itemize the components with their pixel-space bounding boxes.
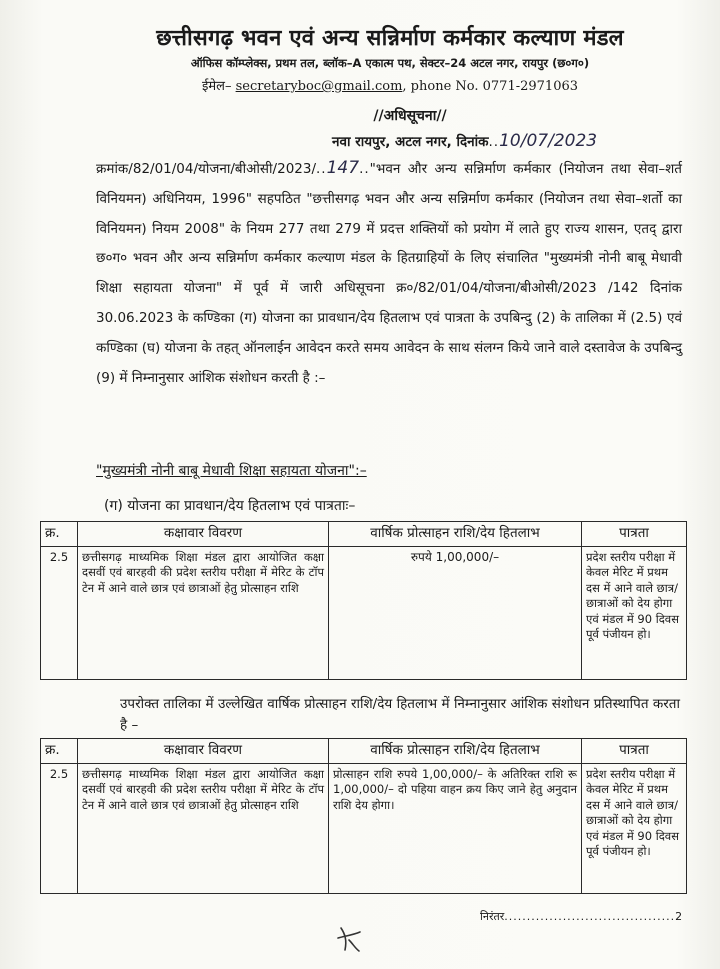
order-paragraph: क्रमांक/82/01/04/योजना/बीओसी/2023/..147.."भवन और अन्य सन्निर्माण कर्मकार (नियोजन तथा सेवा–शर्त विनियमन) अधिनियम, 1996" सहपठित "छत्तीसगढ़ भवन और अन्य सन्निर्माण कर्मकार (नियोजन तथा सेवा–शर्तो का विनियमन) नियम 2008" के नियम 277 तथा 279 में प्रदत्त शक्तियों को प्रयोग में लाते हुए राज्य शासन, एतद् द्वारा छ०ग० भवन और अन्य सन्निर्माण कर्मकार कल्याण मंडल के हितग्राहियों के लिए संचालित "मुख्यमंत्री नोनी बाबू मेधावी शिक्षा सहायता योजना" में पूर्व में जारी अधिसूचना क्र०/82/01/04/योजना/बीओसी/2023 /142 दिनांक 30.06.2023 के कण्डिका (ग) योजना का प्रावधान/देय हितलाभ एवं पात्रता के उपबिन्दु (2) के तालिका में (2.5) एवं कण्डिका (घ) योजना के तहत् ऑनलाईन आवेदन करते समय आवेदन के साथ संलग्न किये जाने वाले दस्तावेज के उपबिन्दु (9) में निम्नानुसार आंशिक संशोधन करती है :– — [96, 158, 682, 386]
table-header-row — [41, 739, 687, 764]
order-text: "भवन और अन्य सन्निर्माण कर्मकार (नियोजन तथा सेवा–शर्त विनियमन) अधिनियम, 1996" सहपठित "छत्तीसगढ़ भवन और अन्य सन्निर्माण कर्मकार (नियोजन तथा सेवा–शर्तो का विनियमन) नियम 2008" के नियम 277 तथा 279 में प्रदत्त शक्तियों को प्रयोग में लाते हुए राज्य शासन, एतद् द्वारा छ०ग० भवन और अन्य सन्निर्माण कर्मकार कल्याण मंडल के हितग्राहियों के लिए संचालित "मुख्यमंत्री नोनी बाबू मेधावी शिक्षा सहायता योजना" में पूर्व में जारी अधिसूचना क्र०/82/01/04/योजना/बीओसी/2023 /142 दिनांक 30.06.2023 के कण्डिका (ग) योजना का प्रावधान/देय हितलाभ एवं पात्रता के उपबिन्दु (2) के तालिका में (2.5) एवं कण्डिका (घ) योजना के तहत् ऑनलाईन आवेदन करते समय आवेदन के साथ संलग्न किये जाने वाले दस्तावेज के उपबिन्दु (9) में निम्नानुसार आंशिक संशोधन करती है :– — [96, 161, 682, 386]
header-desc: कक्षावार विवरण — [78, 522, 329, 547]
continued-label: निरंतर — [480, 910, 505, 923]
place-date-line: नवा रायपुर, अटल नगर, दिनांक..10/07/2023 — [332, 131, 598, 151]
original-table — [40, 521, 687, 680]
phone-number: , phone No. 0771-2971063 — [402, 79, 579, 94]
email-address: secretaryboc@gmail.com — [235, 79, 403, 94]
table-row — [41, 546, 687, 679]
office-address: ऑफिस कॉम्प्लेक्स, प्रथम तल, ब्लॉक–A एकात्म पथ, सेक्टर–24 अटल नगर, रायपुर (छ०ग०) — [190, 56, 590, 70]
handwritten-order-number: 147 — [326, 158, 360, 178]
row-no: 2.5 — [41, 763, 78, 893]
row-desc: छत्तीसगढ़ माध्यमिक शिक्षा मंडल द्वारा आयोजित कक्षा दसवीं एवं बारहवी की प्रदेश स्तरीय परीक्षा में मेरिट के टॉप टेन में आने वाले छात्र एवं छात्राओं हेतु प्रोत्साहन राशि — [78, 546, 329, 679]
row-amount: प्रोत्साहन राशि रुपये 1,00,000/– के अतिरिक्त राशि रू 1,00,000/– दो पहिया वाहन क्रय किए जाने हेतु अनुदान राशि देय होगा। — [329, 763, 582, 893]
row-amount: रुपये 1,00,000/– — [329, 546, 582, 679]
continued-marker: निरंतर......................................2 — [480, 910, 683, 923]
email-prefix: ईमेल– — [201, 79, 236, 94]
header-eligibility: पात्रता — [582, 522, 687, 547]
row-desc: छत्तीसगढ़ माध्यमिक शिक्षा मंडल द्वारा आयोजित कक्षा दसवीं एवं बारहवी की प्रदेश स्तरीय परीक्षा में मेरिट के टॉप टेन में आने वाले छात्र एवं छात्राओं हेतु प्रोत्साहन राशि — [78, 763, 329, 893]
table-row — [41, 763, 687, 893]
header-desc: कक्षावार विवरण — [78, 739, 329, 764]
table-header-row — [41, 522, 687, 547]
row-eligibility: प्रदेश स्तरीय परीक्षा में केवल मेरिट में प्रथम दस में आने वाले छात्र/छात्राओं को देय होगा एवं मंडल में 90 दिवस पूर्व पंजीयन हो। — [582, 763, 687, 893]
contact-line — [80, 76, 700, 94]
row-no: 2.5 — [41, 546, 78, 679]
header-amount: वार्षिक प्रोत्साहन राशि/देय हितलाभ — [329, 739, 582, 764]
amended-table — [40, 738, 687, 894]
initials-signature-icon — [335, 924, 363, 954]
board-title: छत्तीसगढ़ भवन एवं अन्य सन्निर्माण कर्मकार कल्याण मंडल — [156, 25, 624, 51]
notification-heading: //अधिसूचना// — [373, 108, 447, 124]
place-label: नवा रायपुर, अटल नगर, दिनांक — [332, 134, 489, 150]
header-no: क्र. — [41, 522, 78, 547]
section-title: (ग) योजना का प्रावधान/देय हितलाभ एवं पात्रताः– — [104, 498, 356, 514]
next-page-number: 2 — [675, 910, 683, 923]
header-amount: वार्षिक प्रोत्साहन राशि/देय हितलाभ — [329, 522, 582, 547]
order-prefix: क्रमांक/82/01/04/योजना/बीओसी/2023/ — [96, 161, 317, 177]
handwritten-date: 10/07/2023 — [499, 131, 598, 151]
scheme-title: "मुख्यमंत्री नोनी बाबू मेधावी शिक्षा सहायता योजना":– — [96, 463, 367, 479]
row-eligibility: प्रदेश स्तरीय परीक्षा में केवल मेरिट में प्रथम दस में आने वाले छात्र/छात्राओं को देय होगा एवं मंडल में 90 दिवस पूर्व पंजीयन हो। — [582, 546, 687, 679]
amendment-text: उपरोक्त तालिका में उल्लेखित वार्षिक प्रोत्साहन राशि/देय हितलाभ में निम्नानुसार आंशिक संशोधन प्रतिस्थापित करता है – — [120, 696, 680, 733]
header-eligibility: पात्रता — [582, 739, 687, 764]
header-no: क्र. — [41, 739, 78, 764]
